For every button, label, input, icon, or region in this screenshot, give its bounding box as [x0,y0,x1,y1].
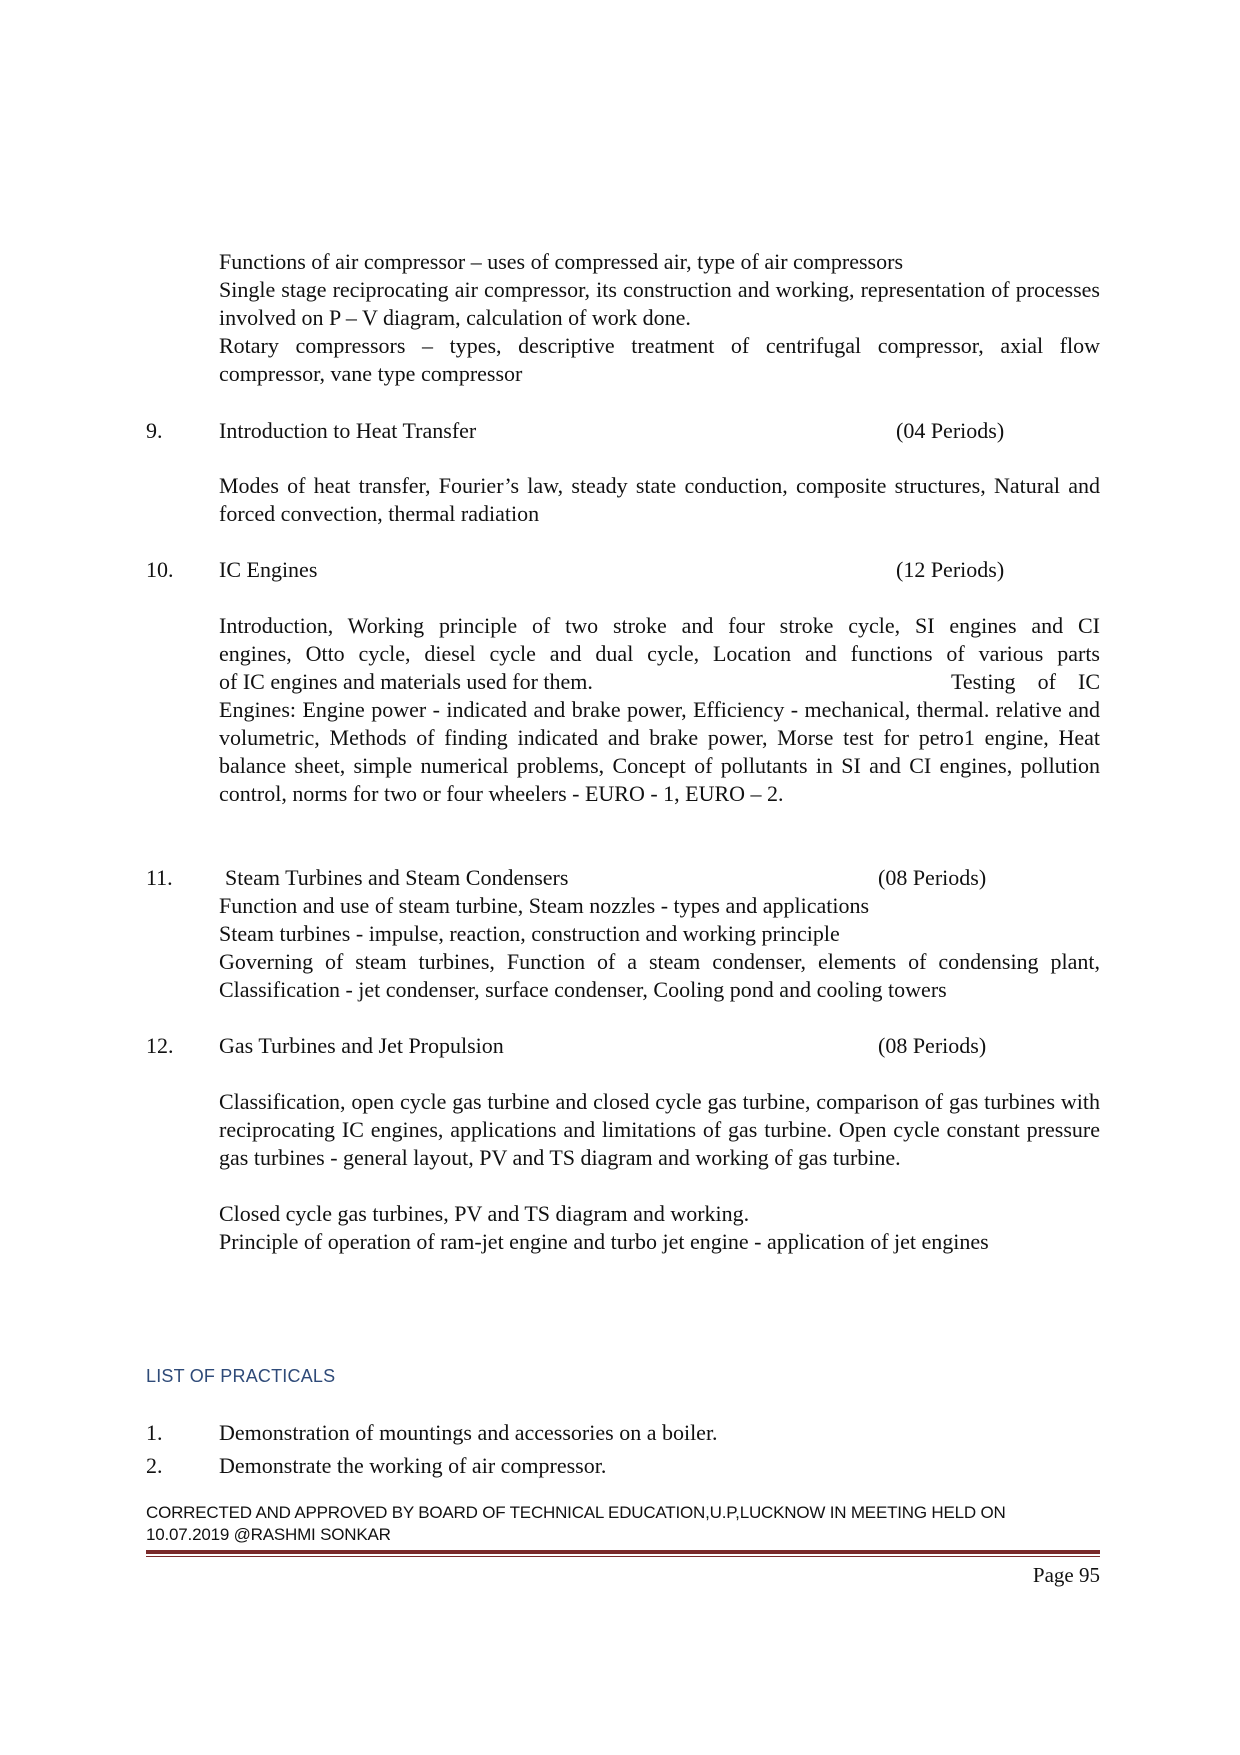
practical-number: 2. [146,1453,163,1478]
section-line-3: Principle of operation of ram-jet engine and turbo jet engine - application of jet engines [219,1229,989,1254]
section-number: 12. [146,1033,174,1058]
section-number: 9. [146,418,163,443]
approval-line-2: 10.07.2019 @RASHMI SONKAR [146,1525,391,1544]
section-periods: (04 Periods) [896,418,1005,443]
intro-paragraph-2: Single stage reciprocating air compressor, its construction and working, representation of processes involved on P – V diagram, calculation of work done. [219,277,1100,330]
section-body-line-3a: of IC engines and materials used for them. [219,669,593,694]
section-body-line-2: engines, Otto cycle, diesel cycle and dual cycle, Location and functions of various parts [219,641,1100,666]
section-number: 10. [146,557,174,582]
intro-paragraph-3: Rotary compressors – types, descriptive treatment of centrifugal compressor, axial flow compressor, vane type compressor [219,333,1100,386]
section-body-line-1: Introduction, Working principle of two stroke and four stroke cycle, SI engines and CI [219,613,1100,638]
section-title: Steam Turbines and Steam Condensers [225,865,569,890]
intro-line-1: Functions of air compressor – uses of compressed air, type of air compressors [219,249,904,274]
section-periods: (08 Periods) [878,865,987,890]
practical-text: Demonstration of mountings and accessories on a boiler. [219,1420,718,1445]
section-number: 11. [146,865,173,890]
approval-footer [146,1502,1106,1546]
practical-text: Demonstrate the working of air compressor. [219,1453,607,1478]
section-title: Introduction to Heat Transfer [219,418,477,443]
section-title: Gas Turbines and Jet Propulsion [219,1033,504,1058]
section-periods: (12 Periods) [896,557,1005,582]
section-body: Modes of heat transfer, Fourier’s law, steady state conduction, composite structures, Natural and forced convection, thermal radiation [219,473,1100,526]
footer-rule-thick [146,1550,1100,1554]
section-line-1: Function and use of steam turbine, Steam nozzles - types and applications [219,893,870,918]
section-periods: (08 Periods) [878,1033,987,1058]
section-line-2: Closed cycle gas turbines, PV and TS diagram and working. [219,1201,750,1226]
practical-number: 1. [146,1420,163,1445]
approval-line-1: CORRECTED AND APPROVED BY BOARD OF TECHNICAL EDUCATION,U.P,LUCKNOW IN MEETING HELD ON [146,1503,1006,1522]
section-paragraph-1: Classification, open cycle gas turbine and closed cycle gas turbine, comparison of gas turbines with reciprocating IC engines, applications and limitations of gas turbine. Open cycle constant pressure gas turbines - general layout, PV and TS diagram and working of gas turbine. [219,1089,1100,1170]
section-line-2: Steam turbines - impulse, reaction, construction and working principle [219,921,840,946]
section-paragraph-3: Governing of steam turbines, Function of a steam condenser, elements of condensing plant, Classification - jet condenser, surface condenser, Cooling pond and cooling towers [219,949,1100,1002]
footer-rule-thin [146,1556,1100,1557]
section-body-line-3b: Testing of IC [951,669,1100,694]
practicals-heading: LIST OF PRACTICALS [146,1366,336,1386]
section-body-rest: Engines: Engine power - indicated and brake power, Efficiency - mechanical, thermal. relative and volumetric, Methods of finding indicated and brake power, Morse test for petro1 engine, Heat balance sheet, simple numerical problems, Concept of pollutants in SI and CI engines, pollution control, norms for two or four wheelers - EURO - 1, EURO – 2. [219,697,1100,806]
page-number: Page 95 [1032,1563,1100,1587]
section-title: IC Engines [219,557,318,582]
